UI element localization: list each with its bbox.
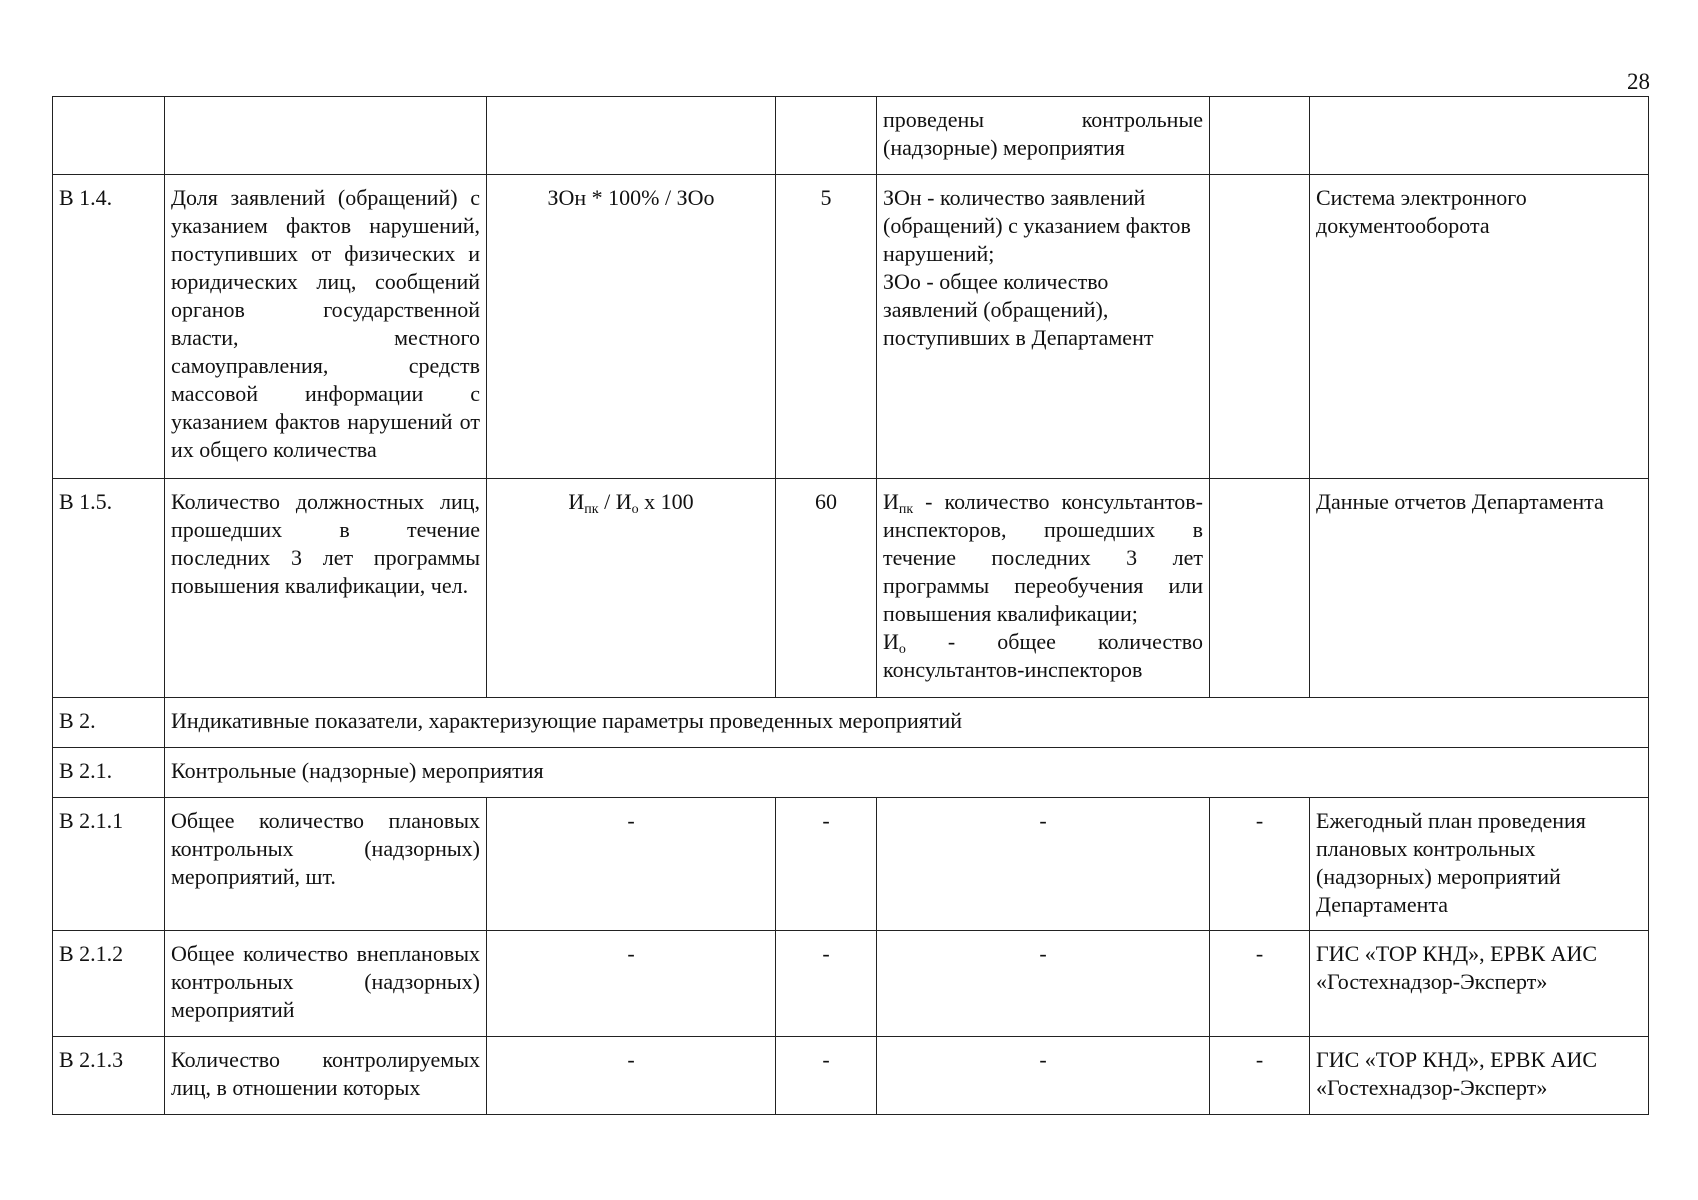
formula-cell: - [487, 798, 776, 931]
description-cell [877, 97, 1210, 175]
description-cell [877, 479, 1210, 698]
value-cell: - [776, 798, 877, 931]
row-number-cell [53, 97, 165, 175]
formula-cell: - [487, 1037, 776, 1115]
page-number: 28 [1627, 69, 1650, 94]
indicator-cell: Доля заявлений (обращений) с указанием фактов нарушений, поступивших от физических и юридических лиц, сообщений органов государственной власти, местного самоуправления, средств массовой информации с указанием фактов нарушений от их общего количества [165, 175, 487, 479]
section-heading-cell: Контрольные (надзорные) мероприятия [165, 748, 1649, 798]
table-row [53, 931, 1649, 1037]
description-line: ЗОо - общее количество заявлений (обращений), поступивших в Департамент [883, 269, 1154, 350]
source-cell: ГИС «ТОР КНД», ЕРВК АИС «Гостехнадзор-Эксперт» [1310, 1037, 1649, 1115]
desc-symbol: И [883, 629, 899, 654]
value-cell: 60 [776, 479, 877, 698]
row-number-cell: В 1.4. [53, 175, 165, 479]
table-row [53, 1037, 1649, 1115]
formula-symbol: х 100 [638, 489, 694, 514]
description-line [883, 628, 1203, 684]
row-number-cell: В 2.1. [53, 748, 165, 798]
row-number-cell: В 1.5. [53, 479, 165, 698]
description-cell: - [877, 798, 1210, 931]
extra-cell: - [1210, 931, 1310, 1037]
formula-cell [487, 479, 776, 698]
desc-subscript: о [898, 642, 906, 657]
source-cell: Система электронного документооборота [1310, 175, 1649, 479]
table-row [53, 479, 1649, 698]
source-cell: Ежегодный план проведения плановых контрольных (надзорных) мероприятий Департамента [1310, 798, 1649, 931]
description-line: (надзорные) мероприятия [883, 135, 1125, 160]
source-cell [1310, 97, 1649, 175]
table-row [53, 698, 1649, 748]
row-number-cell: В 2.1.3 [53, 1037, 165, 1115]
extra-cell [1210, 97, 1310, 175]
indicator-cell: Количество контролируемых лиц, в отношении которых [165, 1037, 487, 1115]
indicator-cell: Количество должностных лиц, прошедших в течение последних 3 лет программы повышения квалификации, чел. [165, 479, 487, 698]
formula-symbol: / И [598, 489, 632, 514]
formula-subscript: о [631, 502, 639, 517]
extra-cell [1210, 175, 1310, 479]
formula-cell: ЗОн * 100% / ЗОо [487, 175, 776, 479]
description-cell: - [877, 931, 1210, 1037]
extra-cell: - [1210, 1037, 1310, 1115]
extra-cell [1210, 479, 1310, 698]
formula-cell: - [487, 931, 776, 1037]
desc-symbol: И [883, 489, 899, 514]
indicator-cell [165, 97, 487, 175]
row-number-cell: В 2.1.1 [53, 798, 165, 931]
value-cell: 5 [776, 175, 877, 479]
indicator-cell: Общее количество плановых контрольных (надзорных) мероприятий, шт. [165, 798, 487, 931]
description-line: проведены контрольные [883, 107, 1203, 132]
description-cell: - [877, 1037, 1210, 1115]
desc-text: - общее количество консультантов-инспекторов [883, 629, 1203, 682]
extra-cell: - [1210, 798, 1310, 931]
value-cell: - [776, 1037, 877, 1115]
row-number-cell: В 2. [53, 698, 165, 748]
source-cell: ГИС «ТОР КНД», ЕРВК АИС «Гостехнадзор-Эксперт» [1310, 931, 1649, 1037]
value-cell: - [776, 931, 877, 1037]
section-heading-cell: Индикативные показатели, характеризующие параметры проведенных мероприятий [165, 698, 1649, 748]
source-cell: Данные отчетов Департамента [1310, 479, 1649, 698]
description-line [883, 488, 1203, 628]
table-row [53, 97, 1649, 175]
formula-cell [487, 97, 776, 175]
description-line: ЗОн - количество заявлений (обращений) с указанием фактов нарушений; [883, 185, 1191, 266]
table-row [53, 175, 1649, 479]
desc-subscript: пк [898, 502, 914, 517]
formula-subscript: пк [584, 502, 599, 517]
value-cell [776, 97, 877, 175]
table-row [53, 748, 1649, 798]
description-cell [877, 175, 1210, 479]
desc-text: - количество консультантов-инспекторов, прошедших в течение последних 3 лет программы переобучения или повышения квалификации; [883, 489, 1203, 626]
indicator-cell: Общее количество внеплановых контрольных (надзорных) мероприятий [165, 931, 487, 1037]
table-row [53, 798, 1649, 931]
indicators-table [52, 96, 1649, 1115]
formula-symbol: И [568, 489, 585, 514]
row-number-cell: В 2.1.2 [53, 931, 165, 1037]
